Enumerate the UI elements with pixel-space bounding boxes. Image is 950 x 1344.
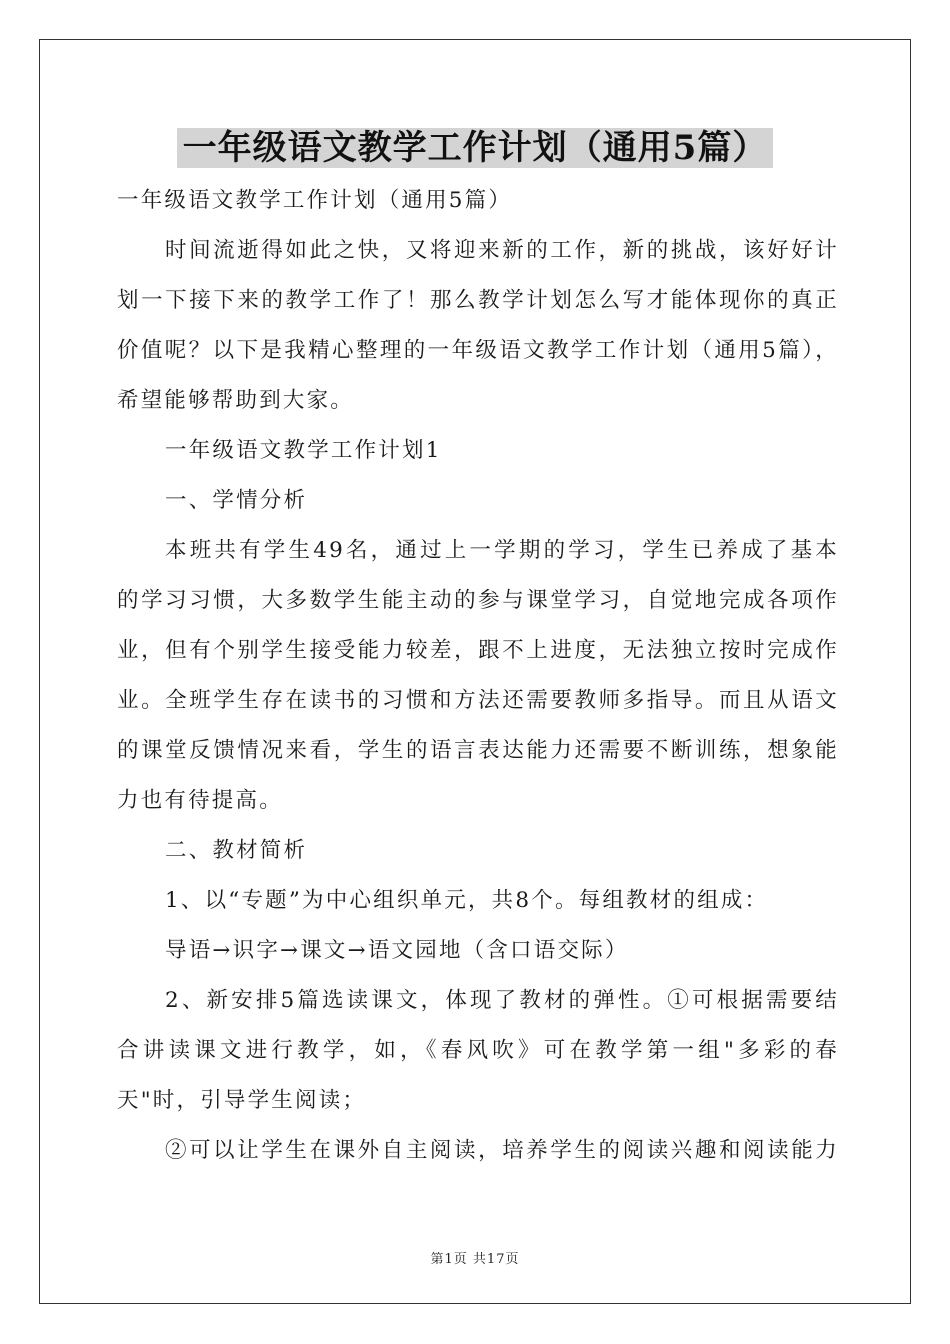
body-line: 一、学情分析 — [165, 488, 308, 513]
title-container — [0, 128, 950, 168]
document-title: 一年级语文教学工作计划（通用5篇） — [177, 128, 774, 168]
body-line: 的学习习惯，大多数学生能主动的参与课堂学习，自觉地完成各项作 — [117, 588, 839, 613]
body-line: 的课堂反馈情况来看，学生的语言表达能力还需要不断训练，想象能 — [117, 738, 839, 763]
body-line: 一年级语文教学工作计划（通用5篇） — [117, 188, 513, 213]
body-line: 价值呢？以下是我精心整理的一年级语文教学工作计划（通用5篇）， — [117, 338, 839, 363]
body-line: 希望能够帮助到大家。 — [117, 388, 355, 413]
body-line: 力也有待提高。 — [117, 788, 283, 813]
body-line: 业。全班学生存在读书的习惯和方法还需要教师多指导。而且从语文 — [117, 688, 839, 713]
body-line: ②可以让学生在课外自主阅读，培养学生的阅读兴趣和阅读能力 — [165, 1138, 839, 1163]
body-line: 本班共有学生49名，通过上一学期的学习，学生已养成了基本 — [165, 538, 839, 563]
body-line: 合讲读课文进行教学，如，《春风吹》可在教学第一组"多彩的春 — [117, 1038, 839, 1063]
page-footer: 第1页 共17页 — [430, 1252, 520, 1267]
body-line: 划一下接下来的教学工作了！那么教学计划怎么写才能体现你的真正 — [117, 288, 839, 313]
document-body — [117, 176, 839, 1176]
body-line: 1、以“专题”为中心组织单元，共8个。每组教材的组成： — [165, 888, 769, 913]
body-line: 导语→识字→课文→语文园地（含口语交际） — [165, 938, 629, 963]
body-line: 一年级语文教学工作计划1 — [165, 438, 442, 463]
body-line: 业，但有个别学生接受能力较差，跟不上进度，无法独立按时完成作 — [117, 638, 839, 663]
body-line: 二、教材简析 — [165, 838, 308, 863]
body-line: 2、新安排5篇选读课文，体现了教材的弹性。①可根据需要结 — [165, 988, 839, 1013]
body-line: 时间流逝得如此之快，又将迎来新的工作，新的挑战，该好好计 — [165, 238, 839, 263]
body-line: 天"时，引导学生阅读； — [117, 1088, 367, 1113]
